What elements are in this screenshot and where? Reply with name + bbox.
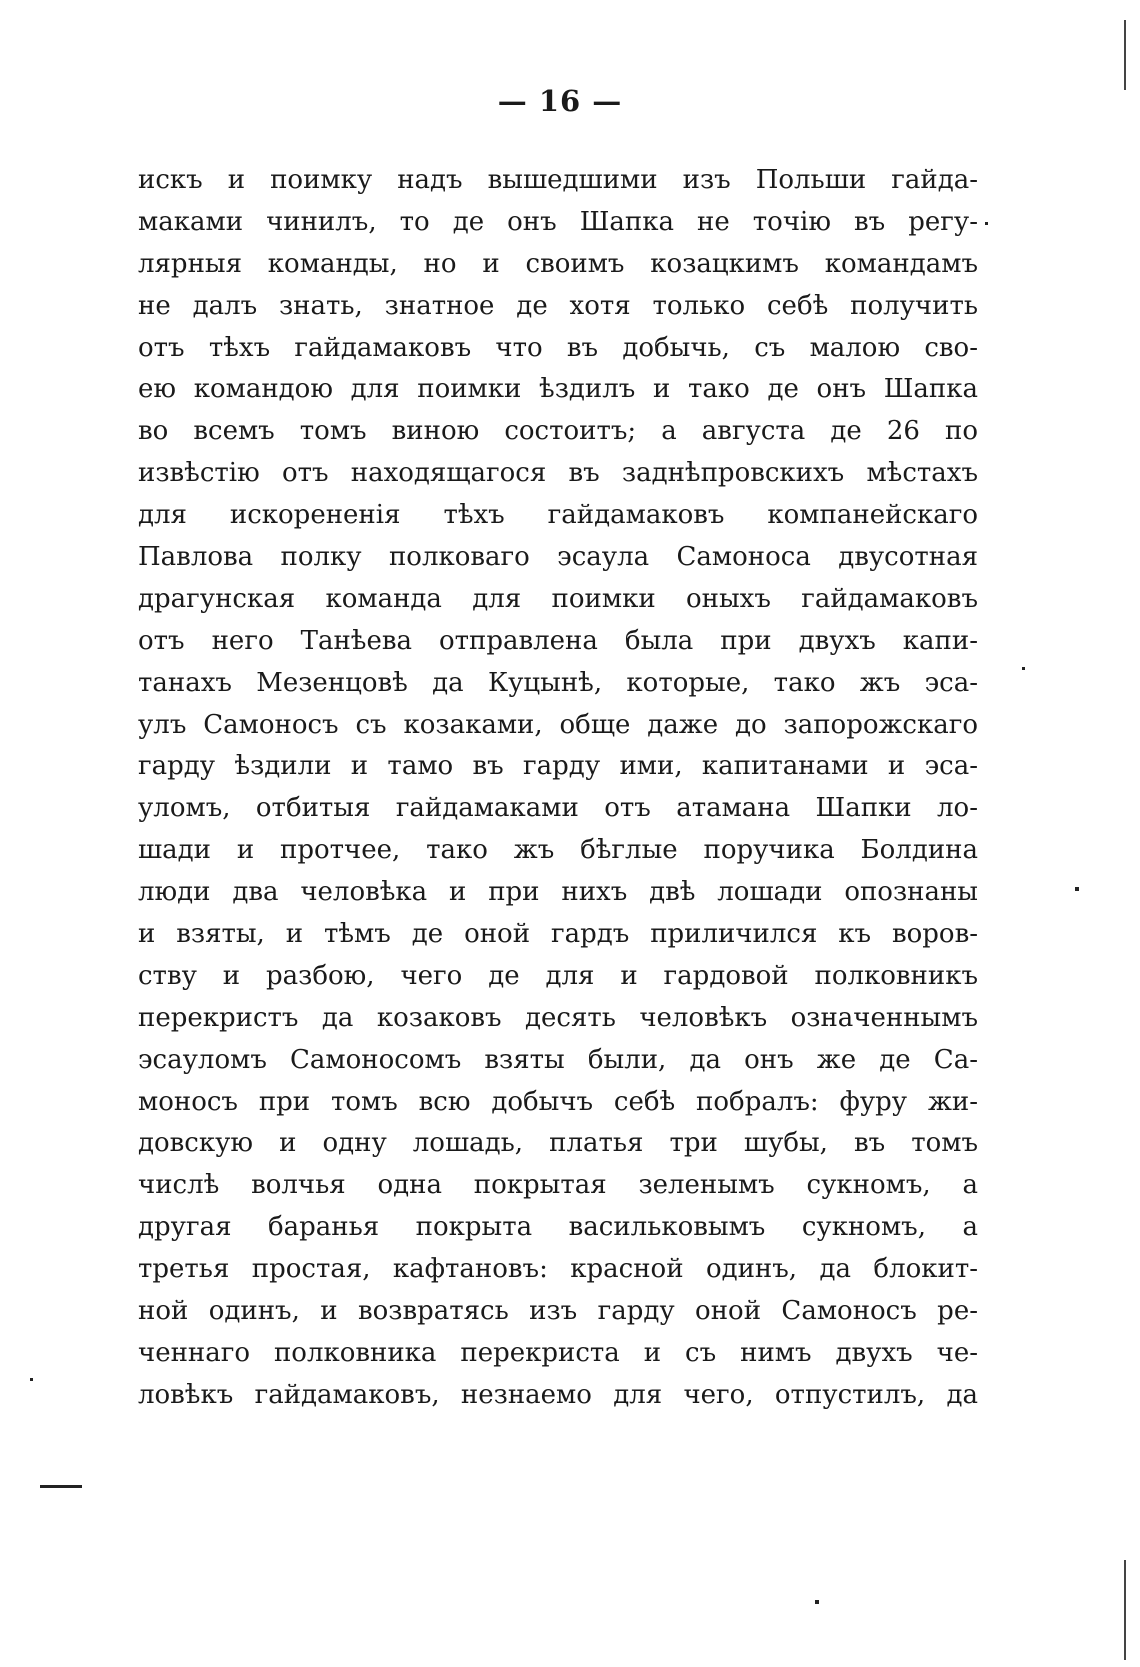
text-line: моносъ при томъ всю добычъ себѣ побралъ: фуру жи-	[138, 1086, 978, 1117]
text-line: уломъ, отбитыя гайдамаками отъ атамана Шапки ло-	[138, 793, 978, 824]
text-line: числѣ волчья одна покрытая зеленымъ сукномъ, а	[138, 1170, 978, 1201]
text-line: не далъ знать, знатное де хотя только себѣ получить	[138, 290, 978, 321]
scan-dust-speck	[815, 1600, 819, 1604]
text-line: другая баранья покрыта васильковымъ сукномъ, а	[138, 1212, 978, 1243]
scan-edge-mark-top	[1124, 20, 1126, 90]
text-line: довскую и одну лошадь, платья три шубы, въ томъ	[138, 1128, 978, 1159]
text-line: отъ него Танѣева отправлена была при двухъ капи-	[138, 625, 978, 656]
text-line: лярныя команды, но и своимъ козацкимъ командамъ	[138, 248, 978, 279]
text-line: искъ и поимку надъ вышедшими изъ Польши гайда-	[138, 165, 978, 195]
scan-dust-speck	[1022, 667, 1025, 670]
text-line: перекристъ да козаковъ десять человѣкъ означеннымъ	[138, 1002, 978, 1033]
scan-dust-speck	[30, 1378, 33, 1381]
text-line: улъ Самоносъ съ козаками, обще даже до запорожскаго	[138, 709, 978, 740]
text-line: извѣстію отъ находящагося въ заднѣпровскихъ мѣстахъ	[138, 458, 978, 489]
text-line: люди два человѣка и при нихъ двѣ лошади опознаны	[138, 877, 978, 908]
text-line: гарду ѣздили и тамо въ гарду ими, капитанами и эса-	[138, 751, 978, 782]
text-line: ной одинъ, и возвратясь изъ гарду оной Самоносъ ре-	[138, 1296, 978, 1327]
text-line: ловѣкъ гайдамаковъ, незнаемо для чего, отпустилъ, да	[138, 1379, 978, 1410]
body-text	[138, 160, 978, 1417]
text-line: ею командою для поимки ѣздилъ и тако де онъ Шапка	[138, 374, 978, 405]
scan-dust-speck	[985, 222, 988, 225]
text-line: третья простая, кафтановъ: красной одинъ, да блокит-	[138, 1254, 978, 1285]
text-line: для искорененія тѣхъ гайдамаковъ компанейскаго	[138, 500, 978, 531]
page-number: — 16 —	[497, 84, 623, 118]
text-line: шади и протчее, тако жъ бѣглые поручика Болдина	[138, 835, 978, 866]
text-line: ченнаго полковника перекриста и съ нимъ двухъ че-	[138, 1337, 978, 1368]
text-line: отъ тѣхъ гайдамаковъ что въ добычь, съ малою сво-	[138, 332, 978, 363]
text-line: драгунская команда для поимки оныхъ гайдамаковъ	[138, 583, 978, 614]
text-line: во всемъ томъ виною состоитъ; а августа де 26 по	[138, 416, 978, 447]
scan-dust-speck	[1075, 887, 1079, 891]
text-line: Павлова полку полковаго эсаула Самоноса двусотная	[138, 542, 978, 573]
text-line: ству и разбою, чего де для и гардовой полковникъ	[138, 960, 978, 991]
scan-edge-mark-bottom	[1124, 1560, 1126, 1660]
text-line: эсауломъ Самоносомъ взяты были, да онъ же де Са-	[138, 1044, 978, 1075]
text-line: танахъ Мезенцовѣ да Куцынѣ, которые, тако жъ эса-	[138, 667, 978, 698]
text-line: маками чинилъ, то де онъ Шапка не точію въ регу-	[138, 206, 978, 237]
text-line: и взяты, и тѣмъ де оной гардъ приличился къ воров-	[138, 919, 978, 950]
scan-dash-mark	[40, 1485, 82, 1488]
